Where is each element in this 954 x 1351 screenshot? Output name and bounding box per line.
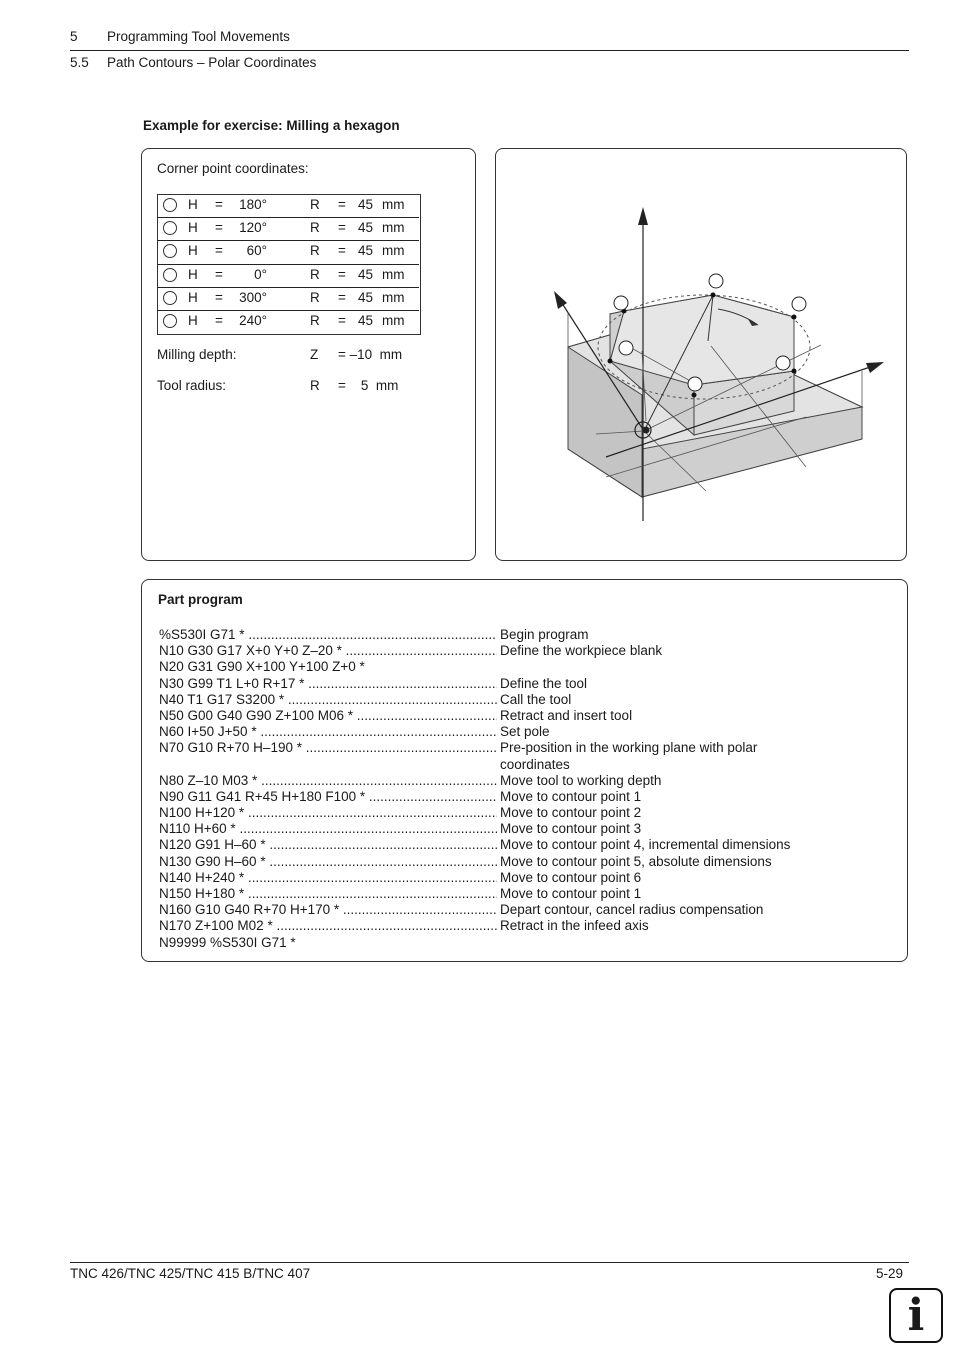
angle-letter: H [188,266,198,282]
angle-value: 60° [246,243,267,259]
point-number-circle-icon [163,198,177,212]
program-description: Move to contour point 2 [500,805,642,821]
corner-marker-2 [709,274,723,288]
radius-value: 45 [358,243,374,259]
program-line [159,837,899,853]
milling-depth-axis: Z [310,347,319,362]
program-code: N50 G00 G40 G90 Z+100 M06 * ..... [159,708,497,724]
program-line [159,805,899,821]
program-code: N70 G10 R+70 H–190 * ..... [159,740,497,756]
program-code: N160 G10 G40 R+70 H+170 * ..... [159,902,497,918]
angle-value: 240° [239,313,267,328]
program-code: N110 H+60 * ..... [159,821,497,837]
radius-unit: mm [382,313,405,328]
info-glyph: i [907,1290,925,1341]
table-row-divider [157,217,419,218]
angle-letter: H [188,220,198,236]
example-title: Example for exercise: Milling a hexagon [143,118,400,133]
program-description: Move to contour point 5, absolute dimensions [500,853,772,869]
program-line [159,821,899,837]
program-line [159,918,899,934]
program-description: coordinates [500,756,570,772]
program-line [159,935,899,951]
angle-equals: = [215,220,223,236]
radius-letter: R [310,220,320,236]
radius-letter: R [310,289,320,305]
point-number-circle-icon [163,268,177,282]
program-line [159,643,899,659]
section-title: Path Contours – Polar Coordinates [107,55,317,70]
chapter-title: Programming Tool Movements [107,29,290,44]
radius-letter: R [310,313,320,328]
angle-equals: = [215,197,223,212]
table-row-divider [157,264,419,265]
point-marker-icon [163,267,177,282]
program-description: Retract and insert tool [500,707,633,723]
program-description: Move to contour point 3 [500,821,642,837]
program-code: N10 G30 G17 X+0 Y+0 Z–20 * ..... [159,643,497,659]
program-code: N170 Z+100 M02 * ..... [159,918,497,934]
program-code: N20 G31 G90 X+100 Y+100 Z+0 * [159,659,365,675]
footer-rule [70,1262,909,1263]
info-icon [889,1288,943,1343]
radius-value: 45 [358,289,374,305]
program-description: Pre-position in the working plane with polar [500,740,758,756]
point-number-circle-icon [163,314,177,328]
angle-value: 180° [239,197,267,212]
radius-unit: mm [382,243,405,259]
radius-equals: = [338,197,346,212]
program-code: N140 H+240 * ..... [159,870,497,886]
program-line [159,902,899,918]
radius-letter: R [310,266,320,282]
program-description: Begin program [500,627,589,642]
angle-letter: H [188,289,198,305]
program-line [159,627,899,643]
part-program-heading: Part program [158,592,243,607]
angle-value: 120° [239,220,267,236]
program-description: Move to contour point 1 [500,886,642,901]
corner-marker-1 [614,296,628,310]
radius-unit: mm [382,266,405,282]
point-number-circle-icon [163,244,177,258]
program-description: Move to contour point 4, incremental dimensions [500,837,791,853]
point-marker-icon [163,220,177,235]
program-code: N150 H+180 * ..... [159,886,497,902]
table-row-divider [157,240,419,241]
program-line [159,659,899,675]
radius-equals: = [338,243,346,259]
point-number-circle-icon [163,221,177,235]
tool-radius-label: Tool radius: [157,378,227,393]
angle-equals: = [215,266,223,282]
corner-marker-4 [776,356,790,370]
milling-depth-label: Milling depth: [157,347,237,362]
program-description: Set pole [500,724,550,740]
program-line [159,724,899,740]
angle-equals: = [215,243,223,259]
tool-radius-axis: R [310,378,320,393]
program-description: Move to contour point 6 [500,869,642,885]
program-line [159,886,899,902]
program-code: N130 G90 H–60 * ..... [159,854,497,870]
radius-value: 45 [358,313,374,328]
part-program-panel [141,579,908,962]
program-code: %S530I G71 * ..... [159,627,497,643]
program-line [159,773,899,789]
footer-models: TNC 426/TNC 425/TNC 415 B/TNC 407 [70,1266,311,1281]
table-row-divider [157,287,419,288]
program-description: Retract in the infeed axis [500,918,649,934]
program-description: Define the tool [500,675,588,691]
corner-marker-6 [619,341,633,355]
point-marker-icon [163,290,177,305]
program-line [159,708,899,724]
point-marker-icon [163,313,177,328]
header-rule [70,50,909,51]
program-line [159,692,899,708]
angle-letter: H [188,313,198,328]
radius-letter: R [310,197,320,212]
point-marker-icon [163,197,177,212]
corner-points-heading: Corner point coordinates: [157,161,309,176]
angle-letter: H [188,197,198,212]
hexagon-workpiece-drawing [496,149,906,560]
program-code: N40 T1 G17 S3200 * ..... [159,692,497,708]
program-description: Call the tool [500,691,572,707]
angle-value: 300° [239,289,267,305]
angle-value: 0° [254,266,267,282]
program-description: Move tool to working depth [500,772,662,788]
point-marker-icon [163,243,177,258]
program-description: Depart contour, cancel radius compensation [500,902,764,918]
program-listing [159,627,899,951]
program-code: N30 G99 T1 L+0 R+17 * ..... [159,676,497,692]
program-line [159,676,899,692]
table-row-divider [157,310,419,311]
radius-value: 45 [358,220,374,236]
point-number-circle-icon [163,291,177,305]
program-code: N99999 %S530I G71 * [159,934,296,950]
program-code: N80 Z–10 M03 * ..... [159,773,497,789]
radius-equals: = [338,220,346,236]
radius-value: 45 [358,266,374,282]
angle-equals: = [215,313,223,328]
radius-equals: = [338,266,346,282]
radius-letter: R [310,243,320,259]
section-number: 5.5 [70,55,89,70]
corner-marker-5 [688,377,702,391]
angle-letter: H [188,243,198,259]
milling-depth-value: = –10 mm [338,347,403,362]
page-number: 5-29 [876,1266,904,1281]
program-description: Define the workpiece blank [500,643,663,659]
radius-unit: mm [382,289,405,305]
program-code: N120 G91 H–60 * ..... [159,837,497,853]
program-code: N60 I+50 J+50 * ..... [159,724,497,740]
corner-marker-3 [792,297,806,311]
radius-value: 45 [358,197,374,212]
radius-equals: = [338,289,346,305]
radius-unit: mm [382,197,405,212]
angle-equals: = [215,289,223,305]
program-line [159,789,899,805]
tool-radius-value: = 5 mm [338,378,399,393]
program-description: Move to contour point 1 [500,788,642,804]
program-code: N90 G11 G41 R+45 H+180 F100 * ..... [159,789,497,805]
program-line [159,740,899,756]
hexagon-figure-panel [495,148,907,561]
chapter-number: 5 [70,29,78,44]
radius-equals: = [338,313,346,328]
program-line [159,870,899,886]
program-line [159,757,899,773]
radius-unit: mm [382,220,405,236]
program-line [159,854,899,870]
program-code: N100 H+120 * ..... [159,805,497,821]
